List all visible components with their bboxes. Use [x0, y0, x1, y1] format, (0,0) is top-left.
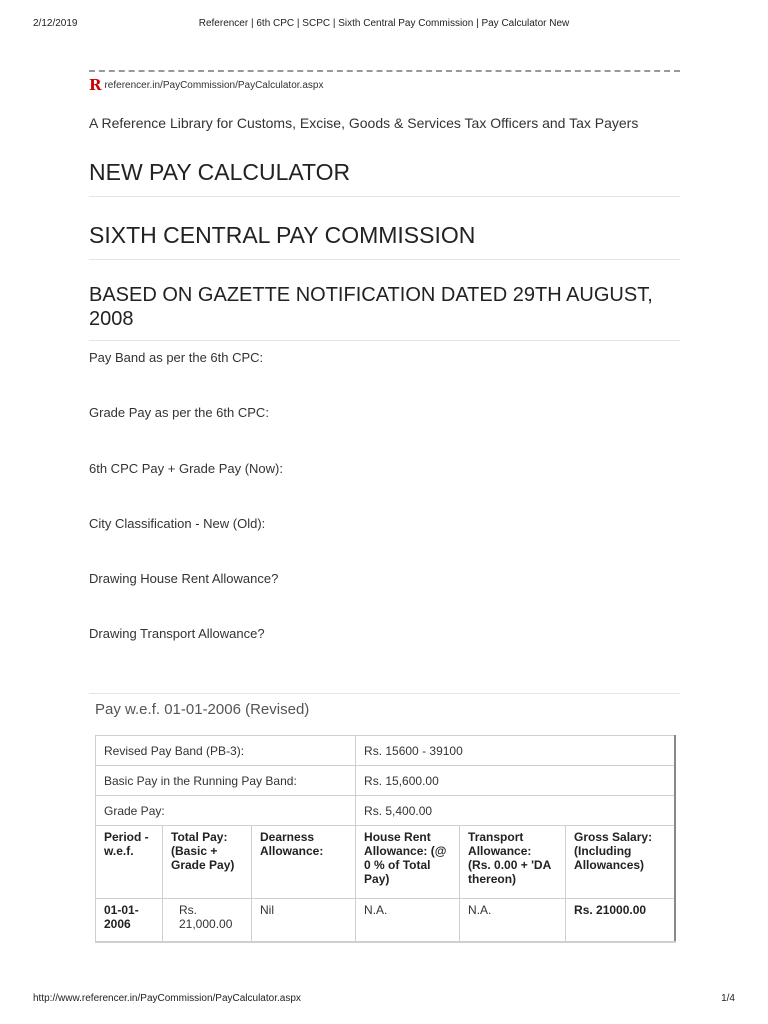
info-label: Grade Pay:: [96, 796, 356, 826]
site-url[interactable]: referencer.in/PayCommission/PayCalculator.aspx: [104, 80, 324, 91]
column-header-period: Period - w.e.f.: [96, 826, 163, 899]
cell-house-rent-allowance: N.A.: [356, 899, 460, 943]
table-row: [96, 899, 675, 943]
info-value: Rs. 15,600.00: [356, 766, 675, 796]
gazette-heading: BASED ON GAZETTE NOTIFICATION DATED 29TH AUGUST, 2008: [89, 284, 653, 330]
divider: [89, 259, 680, 260]
site-url-line[interactable]: [89, 78, 323, 93]
column-header-total-pay: Total Pay: (Basic + Grade Pay): [163, 826, 252, 899]
info-value: Rs. 15600 - 39100: [356, 736, 675, 766]
table-row: [96, 736, 675, 766]
info-label: Basic Pay in the Running Pay Band:: [96, 766, 356, 796]
print-url: http://www.referencer.in/PayCommission/PayCalculator.aspx: [33, 993, 301, 1004]
cell-gross-salary: Rs. 21000.00: [566, 899, 675, 943]
current-pay-label: 6th CPC Pay + Grade Pay (Now):: [89, 461, 283, 476]
column-header-gross-salary: Gross Salary: (Including Allowances): [566, 826, 675, 899]
city-classification-label: City Classification - New (Old):: [89, 516, 266, 531]
page-subtitle: SIXTH CENTRAL PAY COMMISSION: [89, 222, 476, 248]
info-value: Rs. 5,400.00: [356, 796, 675, 826]
column-header-transport-allowance: Transport Allowance: (Rs. 0.00 + 'DA thereon): [460, 826, 566, 899]
pay-band-label: Pay Band as per the 6th CPC:: [89, 350, 264, 365]
column-header-dearness-allowance: Dearness Allowance:: [252, 826, 356, 899]
referencer-logo-icon: R: [89, 76, 102, 94]
divider: [89, 340, 680, 341]
print-page-title: Referencer | 6th CPC | SCPC | Sixth Central Pay Commission | Pay Calculator New: [198, 18, 570, 29]
info-label: Revised Pay Band (PB-3):: [96, 736, 356, 766]
dashed-divider: [89, 70, 680, 72]
result-section-title: Pay w.e.f. 01-01-2006 (Revised): [95, 701, 310, 718]
print-page-number: 1/4: [721, 993, 735, 1004]
cell-period: 01-01-2006: [96, 899, 163, 943]
page-title: NEW PAY CALCULATOR: [89, 159, 351, 185]
table-header-row: [96, 826, 675, 899]
hra-question-label: Drawing House Rent Allowance?: [89, 571, 279, 586]
column-header-house-rent-allowance: House Rent Allowance: (@ 0 % of Total Pay): [356, 826, 460, 899]
site-tagline: A Reference Library for Customs, Excise, Goods & Services Tax Officers and Tax Payers: [89, 115, 639, 131]
cell-dearness-allowance: Nil: [252, 899, 356, 943]
cell-transport-allowance: N.A.: [460, 899, 566, 943]
divider: [89, 693, 680, 694]
print-date: 2/12/2019: [33, 18, 78, 29]
divider: [89, 196, 680, 197]
table-row: [96, 766, 675, 796]
cell-total-pay: Rs. 21,000.00: [163, 899, 252, 943]
pay-result-table: [95, 735, 676, 943]
print-footer: [33, 993, 735, 1004]
grade-pay-label: Grade Pay as per the 6th CPC:: [89, 405, 269, 420]
transport-allowance-question-label: Drawing Transport Allowance?: [89, 626, 265, 641]
table-row: [96, 796, 675, 826]
